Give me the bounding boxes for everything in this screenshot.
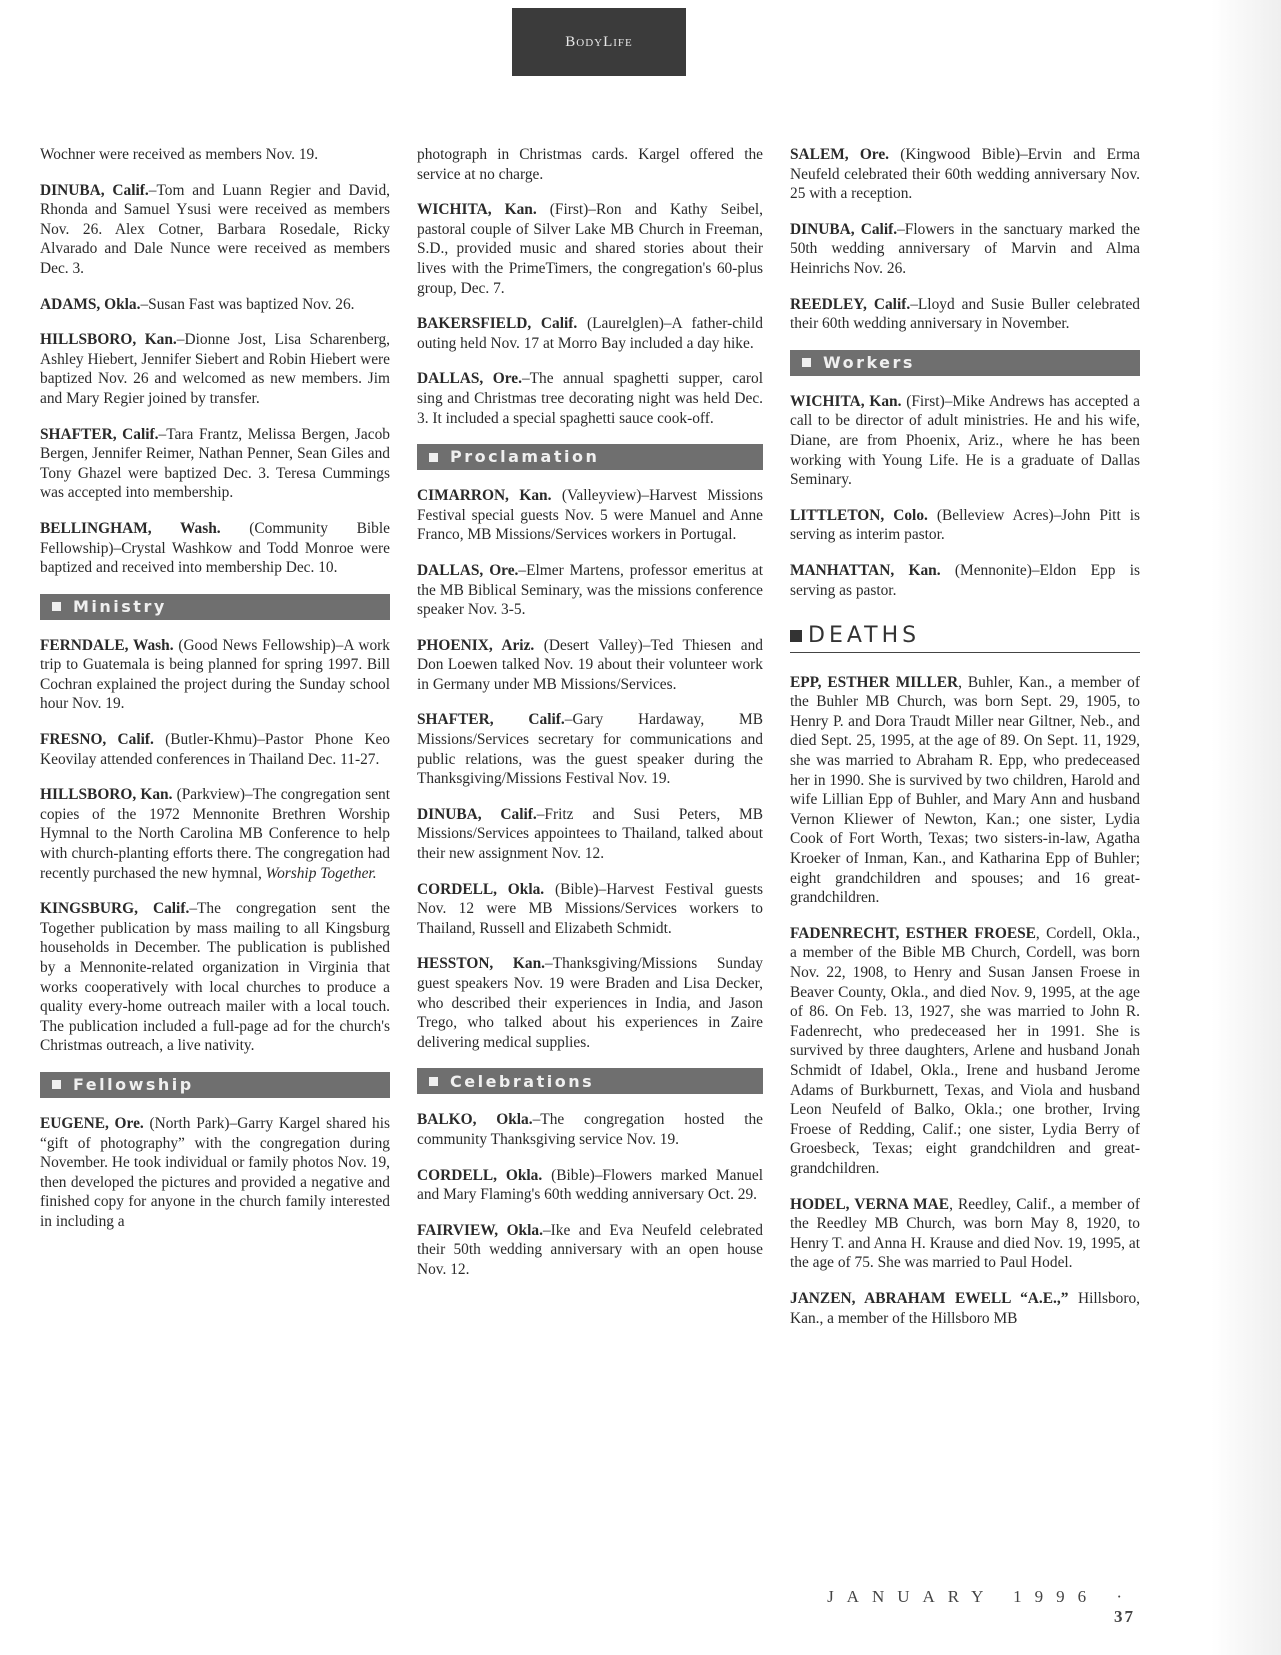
column-1 [40, 145, 390, 1248]
news-entry [40, 785, 390, 883]
section-title: Ministry [73, 596, 167, 616]
page-edge-shadow [1211, 0, 1281, 1655]
news-entry [417, 954, 763, 1052]
page-number: 37 [1114, 1607, 1135, 1626]
entry-heading: MANHATTAN, Kan. [790, 561, 941, 579]
news-entry [417, 369, 763, 428]
news-entry [40, 899, 390, 1056]
section-header-ministry [40, 594, 390, 620]
entry-list [790, 673, 1140, 1328]
news-entry [40, 730, 390, 769]
news-entry [40, 1114, 390, 1232]
entry-text: (North Park)–Garry Kargel shared his “gift of photography” with the congregation during November. He took individual or family photos Nov. 19, then developed the pictures and provided a negative and finished copy for anyone in the church family interested in including a [40, 1114, 390, 1230]
entry-text: , Cordell, Okla., a member of the Bible MB Church, Cordell, was born Nov. 22, 1908, to Henry and Susan Jansen Froese in Beaver County, Okla., and died Nov. 9, 1995, at the age of 86. On Feb. 13, 1927, she was married to John R. Fadenrecht, who predeceased her in 1991. She is survived by three daughters, Arlene and husband Jonah Schmidt of Idabel, Okla., Irene and husband Jerome Adams of Burkburnett, Texas, and Viola and husband Leon Neufeld of Balko, Okla.; one brother, Irving Froese of Redding, Calif.; one sister, Lydia Berry of Groesbeck, Texas; eight grandchildren and great-grandchildren. [790, 924, 1140, 1177]
entry-heading: EUGENE, Ore. [40, 1114, 144, 1132]
entry-list [417, 145, 763, 428]
news-entry [417, 1110, 763, 1149]
entry-text: (First)–Ron and Kathy Seibel, pastoral couple of Silver Lake MB Church in Freeman, S.D., provided music and shared stories about their lives with the PrimeTimers, the congregation's 60-plus group, Dec. 7. [417, 201, 763, 297]
entry-list [40, 145, 390, 578]
entry-text: photograph in Christmas cards. Kargel offered the service at no charge. [417, 146, 763, 183]
entry-heading: CIMARRON, Kan. [417, 487, 552, 505]
news-entry [40, 330, 390, 408]
entry-text: –Ike and Eva Neufeld celebrated their 50th wedding anniversary with an open house Nov. 12. [417, 1221, 764, 1278]
entry-heading: EPP, ESTHER MILLER [790, 673, 959, 691]
section-header-proclamation [417, 444, 763, 470]
entry-list [40, 636, 390, 1056]
section-title: Workers [823, 352, 915, 372]
section-title: DEATHS [808, 623, 921, 649]
entry-heading: BALKO, Okla. [417, 1111, 533, 1129]
entry-text: , Buhler, Kan., a member of the Buhler MB Church, was born Sept. 29, 1905, to Henry P. and Dora Traudt Miller near Giltner, Neb., and died Sept. 25, 1995, at the age of 89. On Sept. 11, 1929, she was married to Abraham R. Epp, who predeceased her in 1990. She is survived by two children, Harold and wife Lillian Epp of Buhler, and Mary Ann and husband Vernon Kliewer of Newton, Kan.; one sister, Lydia Cook of Fort Worth, Texas; two sisters-in-law, Agatha Kroeker of Inman, Kan., and Katharina Epp of Buhler; eight grandchildren and spouses; and 16 great-grandchildren. [790, 673, 1140, 907]
section-header-fellowship [40, 1072, 390, 1098]
section-header-workers [790, 350, 1140, 376]
entry-text: –Susan Fast was baptized Nov. 26. [140, 295, 355, 313]
entry-text: –Gary Hardaway, MB Missions/Services secretary for communications and public relations, was the guest speaker during the Thanksgiving/Missions Festival Nov. 19. [417, 711, 763, 788]
entry-list [417, 1110, 763, 1279]
news-entry [790, 295, 1140, 334]
entry-text: , Reedley, Calif., a member of the Reedley MB Church, was born May 8, 1920, to Henry T. and Anna H. Krause and died Nov. 19, 1995, at the age of 75. She was married to Paul Hodel. [790, 1195, 1141, 1272]
entry-heading: HILLSBORO, Kan. [40, 786, 173, 804]
news-entry [790, 924, 1140, 1179]
news-entry [790, 220, 1140, 279]
entry-text: (Good News Fellowship)–A work trip to Guatemala is being planned for spring 1997. Bill Cochran explained the project during the Sunday school hour Nov. 19. [40, 636, 390, 713]
entry-text: –Thanksgiving/Missions Sunday guest speakers Nov. 19 were Braden and Lisa Decker, who described their experiences in India, and Jason Trego, who talked about his experiences in Zaire delivering medical supplies. [417, 955, 763, 1051]
entry-text: (Desert Valley)–Ted Thiesen and Don Loewen talked Nov. 19 about their volunteer work in Germany under MB Missions/Services. [417, 636, 763, 693]
entry-text: (First)–Mike Andrews has accepted a call to be director of adult ministries. He and his wife, Diane, are from Phoenix, Ariz., where he has been working with Young Life. He is a graduate of Dallas Seminary. [790, 392, 1140, 489]
news-entry [417, 561, 763, 620]
column-3 [790, 145, 1140, 1344]
entry-list [417, 486, 763, 1052]
entry-heading: LITTLETON, Colo. [790, 506, 928, 524]
news-entry [40, 636, 390, 714]
entry-text: Hillsboro, Kan., a member of the Hillsboro MB [790, 1289, 1141, 1327]
entry-text: –Tom and Luann Regier and David, Rhonda and Samuel Ysusi were received as members Nov. 26. Alex Cotner, Barbara Rosedale, Ricky Alvarado and Dale Nunce were received as members Dec. 3. [40, 181, 390, 277]
entry-heading: WICHITA, Kan. [417, 201, 537, 219]
masthead: BodyLife [512, 8, 686, 76]
page-footer [805, 1587, 1135, 1627]
entry-heading: FADENRECHT, ESTHER FROESE [790, 924, 1036, 942]
news-entry [417, 145, 763, 184]
section-header-deaths [790, 623, 1140, 653]
section-title: Fellowship [73, 1075, 194, 1095]
news-entry [417, 314, 763, 353]
entry-list [40, 1114, 390, 1232]
news-entry [417, 486, 763, 545]
entry-heading: HODEL, VERNA MAE [790, 1195, 950, 1213]
news-entry [417, 1221, 763, 1280]
entry-heading: DINUBA, Calif. [40, 181, 149, 199]
bullet-square-icon [52, 1080, 61, 1089]
news-entry [40, 519, 390, 578]
section-title: Proclamation [450, 447, 600, 467]
entry-heading: JANZEN, ABRAHAM EWELL “A.E.,” [790, 1289, 1069, 1307]
entry-text: –Lloyd and Susie Buller celebrated their 60th wedding anniversary in November. [790, 295, 1140, 333]
entry-heading: DALLAS, Ore. [417, 561, 519, 579]
entry-heading: SHAFTER, Calif. [417, 711, 565, 729]
entry-heading: WICHITA, Kan. [790, 392, 902, 410]
entry-heading: FRESNO, Calif. [40, 731, 154, 749]
bullet-square-icon [429, 1077, 438, 1086]
bullet-square-icon [429, 453, 438, 462]
bullet-square-icon [790, 630, 802, 642]
news-entry [790, 392, 1140, 490]
news-entry [790, 1289, 1140, 1328]
entry-heading: DINUBA, Calif. [790, 220, 898, 238]
news-entry [417, 200, 763, 298]
entry-heading: SALEM, Ore. [790, 146, 890, 163]
bullet-square-icon [802, 358, 811, 367]
entry-text: –Elmer Martens, professor emeritus at the MB Biblical Seminary, was the missions conference speaker Nov. 3-5. [417, 561, 763, 619]
entry-text: (Belleview Acres)–John Pitt is serving as interim pastor. [790, 506, 1140, 544]
entry-heading: CORDELL, Okla. [417, 1166, 543, 1184]
entry-heading: FERNDALE, Wash. [40, 636, 174, 654]
entry-text: (Kingwood Bible)–Ervin and Erma Neufeld celebrated their 60th wedding anniversary Nov. 25 with a reception. [790, 146, 1140, 203]
section-title: Celebrations [450, 1071, 595, 1091]
entry-text: –The congregation sent the Together publication by mass mailing to all Kingsburg households in December. The publication is published by a Mennonite-related organization in Virginia that works cooperatively with local churches to produce a quality every-home outreach mailer with a local touch. The publication included a full-page ad for the church's Christmas outreach, a live nativity. [40, 900, 391, 1055]
news-entry [790, 506, 1140, 545]
entry-text: –Fritz and Susi Peters, MB Missions/Services appointees to Thailand, talked about their new assignment Nov. 12. [417, 805, 763, 863]
entry-text: –Flowers in the sanctuary marked the 50th wedding anniversary of Marvin and Alma Heinrichs Nov. 26. [790, 220, 1140, 277]
entry-text: (Community Bible Fellowship)–Crystal Washkow and Todd Monroe were baptized and received into membership Dec. 10. [40, 519, 390, 577]
news-entry [40, 425, 390, 503]
entry-text: (Valleyview)–Harvest Missions Festival special guests Nov. 5 were Manuel and Anne Franco, MB Missions/Services workers in Portugal. [417, 487, 763, 544]
news-entry [40, 145, 390, 165]
news-entry [40, 295, 390, 315]
entry-text: –The annual spaghetti supper, carol sing and Christmas tree decorating night was held Dec. 3. It included a special spaghetti sauce cook-off. [417, 370, 764, 427]
news-entry [417, 805, 763, 864]
issue-date: JANUARY 1996 · [827, 1587, 1135, 1606]
entry-text: –Tara Frantz, Melissa Bergen, Jacob Bergen, Jennifer Reimer, Nathan Penner, Sean Giles and Tony Ghazel were baptized Dec. 3. Teresa Cummings was accepted into membership. [40, 425, 390, 502]
news-entry [790, 145, 1140, 204]
entry-text: Wochner were received as members Nov. 19. [40, 146, 319, 163]
entry-text: (Laurelglen)–A father-child outing held Nov. 17 at Morro Bay included a day hike. [417, 315, 764, 352]
entry-heading: ADAMS, Okla. [40, 295, 141, 313]
news-entry [790, 673, 1140, 908]
entry-heading: BELLINGHAM, Wash. [40, 519, 221, 537]
entry-text: (Parkview)–The congregation sent copies of the 1972 Mennonite Brethren Worship Hymnal to the North Carolina MB Conference to help with church-planting efforts there. The congregation had recently purchased the new hymnal, [40, 786, 390, 882]
entry-heading: BAKERSFIELD, Calif. [417, 315, 578, 333]
entry-title-italic: Worship Together. [265, 864, 377, 882]
entry-heading: CORDELL, Okla. [417, 880, 545, 898]
entry-heading: HESSTON, Kan. [417, 955, 545, 973]
entry-heading: KINGSBURG, Calif. [40, 900, 190, 918]
entry-heading: SHAFTER, Calif. [40, 425, 159, 443]
news-entry [417, 636, 763, 695]
news-entry [417, 880, 763, 939]
entry-heading: FAIRVIEW, Okla. [417, 1221, 543, 1239]
news-entry [417, 1166, 763, 1205]
entry-heading: HILLSBORO, Kan. [40, 331, 177, 349]
entry-text: (Bible)–Flowers marked Manuel and Mary Flaming's 60th wedding anniversary Oct. 29. [417, 1166, 763, 1204]
bullet-square-icon [52, 602, 61, 611]
column-2 [417, 145, 763, 1296]
news-entry [790, 1195, 1140, 1273]
entry-heading: DINUBA, Calif. [417, 805, 537, 823]
entry-text: –Dionne Jost, Lisa Scharenberg, Ashley Hiebert, Jennifer Siebert and Robin Hiebert were baptized Nov. 26 and welcomed as new members. Jim and Mary Regier joined by transfer. [40, 331, 390, 407]
entry-heading: REEDLEY, Calif. [790, 295, 911, 313]
section-header-celebrations [417, 1068, 763, 1094]
news-entry [790, 561, 1140, 600]
entry-heading: DALLAS, Ore. [417, 370, 522, 388]
news-entry [417, 710, 763, 788]
entry-list [790, 145, 1140, 334]
entry-text: –The congregation hosted the community Thanksgiving service Nov. 19. [417, 1111, 763, 1148]
entry-text: (Mennonite)–Eldon Epp is serving as pastor. [790, 561, 1140, 599]
entry-text: (Bible)–Harvest Festival guests Nov. 12 were MB Missions/Services workers to Thailand, Russell and Elizabeth Schmidt. [417, 880, 763, 937]
entry-heading: PHOENIX, Ariz. [417, 636, 535, 654]
news-entry [40, 181, 390, 279]
entry-list [790, 392, 1140, 600]
entry-text: (Butler-Khmu)–Pastor Phone Keo Keovilay attended conferences in Thailand Dec. 11-27. [40, 731, 390, 768]
